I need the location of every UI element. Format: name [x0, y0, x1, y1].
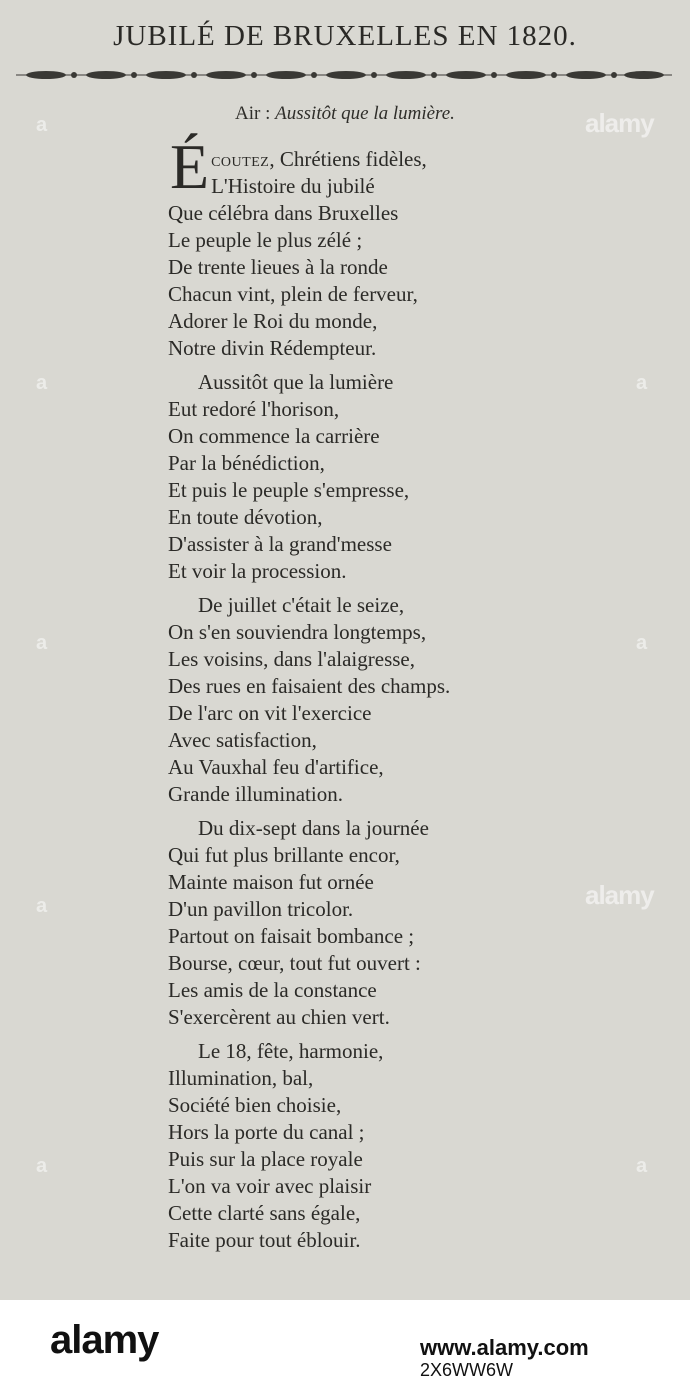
poem-line: On commence la carrière	[168, 424, 380, 448]
poem-line: Partout on faisait bombance ;	[168, 924, 415, 948]
poem-line: COUTEZ, Chrétiens fidèles,	[211, 147, 427, 171]
poem-line: Et puis le peuple s'empresse,	[168, 478, 410, 502]
air-tune: Aussitôt que la lumière.	[275, 103, 455, 124]
poem-line: Adorer le Roi du monde,	[168, 309, 378, 333]
poem-line: S'exercèrent au chien vert.	[168, 1005, 390, 1029]
poem-line: Hors la porte du canal ;	[168, 1120, 365, 1144]
poem-line: Le 18, fête, harmonie,	[198, 1039, 384, 1063]
watermark: alamy	[585, 880, 654, 910]
poem-line: Le peuple le plus zélé ;	[168, 228, 363, 252]
poem-line: Société bien choisie,	[168, 1093, 342, 1117]
poem-line: Notre divin Rédempteur.	[168, 336, 377, 360]
watermark-mark: a	[636, 632, 648, 654]
poem-line: Par la bénédiction,	[168, 451, 325, 475]
stanza-2	[168, 369, 450, 585]
watermark-mark: a	[636, 372, 648, 394]
poem-line: Mainte maison fut ornée	[168, 870, 374, 894]
poem-line: L'on va voir avec plaisir	[168, 1174, 372, 1198]
poem-line: De l'arc on vit l'exercice	[168, 701, 372, 725]
watermark: alamy	[585, 108, 654, 138]
poem-line: De juillet c'était le seize,	[198, 593, 405, 617]
stock-url: www.alamy.com	[420, 1335, 589, 1360]
poem-line: Illumination, bal,	[168, 1066, 314, 1090]
document-title: JUBILÉ DE BRUXELLES EN 1820.	[113, 20, 577, 52]
poem-line: Chacun vint, plein de ferveur,	[168, 282, 418, 306]
poem-line: Aussitôt que la lumière	[198, 370, 394, 394]
poem-line: L'Histoire du jubilé	[211, 174, 375, 198]
watermark-mark: a	[36, 372, 48, 394]
poem-line: D'assister à la grand'messe	[168, 532, 392, 556]
poem-line: Grande illumination.	[168, 782, 343, 806]
poem-line: Du dix-sept dans la journée	[198, 816, 429, 840]
air-label: Air :	[235, 103, 271, 124]
opening-word: COUTEZ	[211, 155, 270, 170]
poem-line: Cette clarté sans égale,	[168, 1201, 361, 1225]
stanza-5	[168, 1038, 450, 1254]
poem-line: Et voir la procession.	[168, 559, 347, 583]
poem-line: Les amis de la constance	[168, 978, 377, 1002]
stock-logo: alamy	[50, 1318, 159, 1362]
poem-line: En toute dévotion,	[168, 505, 323, 529]
stanza-4	[168, 815, 450, 1031]
poem-line: Qui fut plus brillante encor,	[168, 843, 400, 867]
poem-line: Faite pour tout éblouir.	[168, 1228, 361, 1252]
poem-line: Bourse, cœur, tout fut ouvert :	[168, 951, 421, 975]
watermark-mark: a	[636, 1155, 648, 1177]
watermark-mark: a	[36, 895, 48, 917]
poem-line: D'un pavillon tricolor.	[168, 897, 354, 921]
decorative-rule	[16, 62, 672, 88]
watermark-mark: a	[36, 114, 48, 136]
poem-line: Des rues en faisaient des champs.	[168, 674, 451, 698]
watermark-mark: a	[36, 1155, 48, 1177]
poem-body	[168, 131, 451, 1261]
drop-cap: É	[170, 131, 210, 202]
stock-image-id: 2X6WW6W	[420, 1360, 514, 1380]
watermark-mark: a	[36, 632, 48, 654]
poem-line: Avec satisfaction,	[168, 728, 317, 752]
stanza-3	[168, 592, 450, 808]
stanza-1	[168, 131, 450, 362]
poem-line: Que célébra dans Bruxelles	[168, 201, 399, 225]
poem-line: Au Vauxhal feu d'artifice,	[168, 755, 384, 779]
poem-line: Les voisins, dans l'alaigresse,	[168, 647, 415, 671]
poem-line: De trente lieues à la ronde	[168, 255, 388, 279]
poem-line: Eut redoré l'horison,	[168, 397, 340, 421]
poem-line: Puis sur la place royale	[168, 1147, 363, 1171]
poem-line: On s'en souviendra longtemps,	[168, 620, 427, 644]
